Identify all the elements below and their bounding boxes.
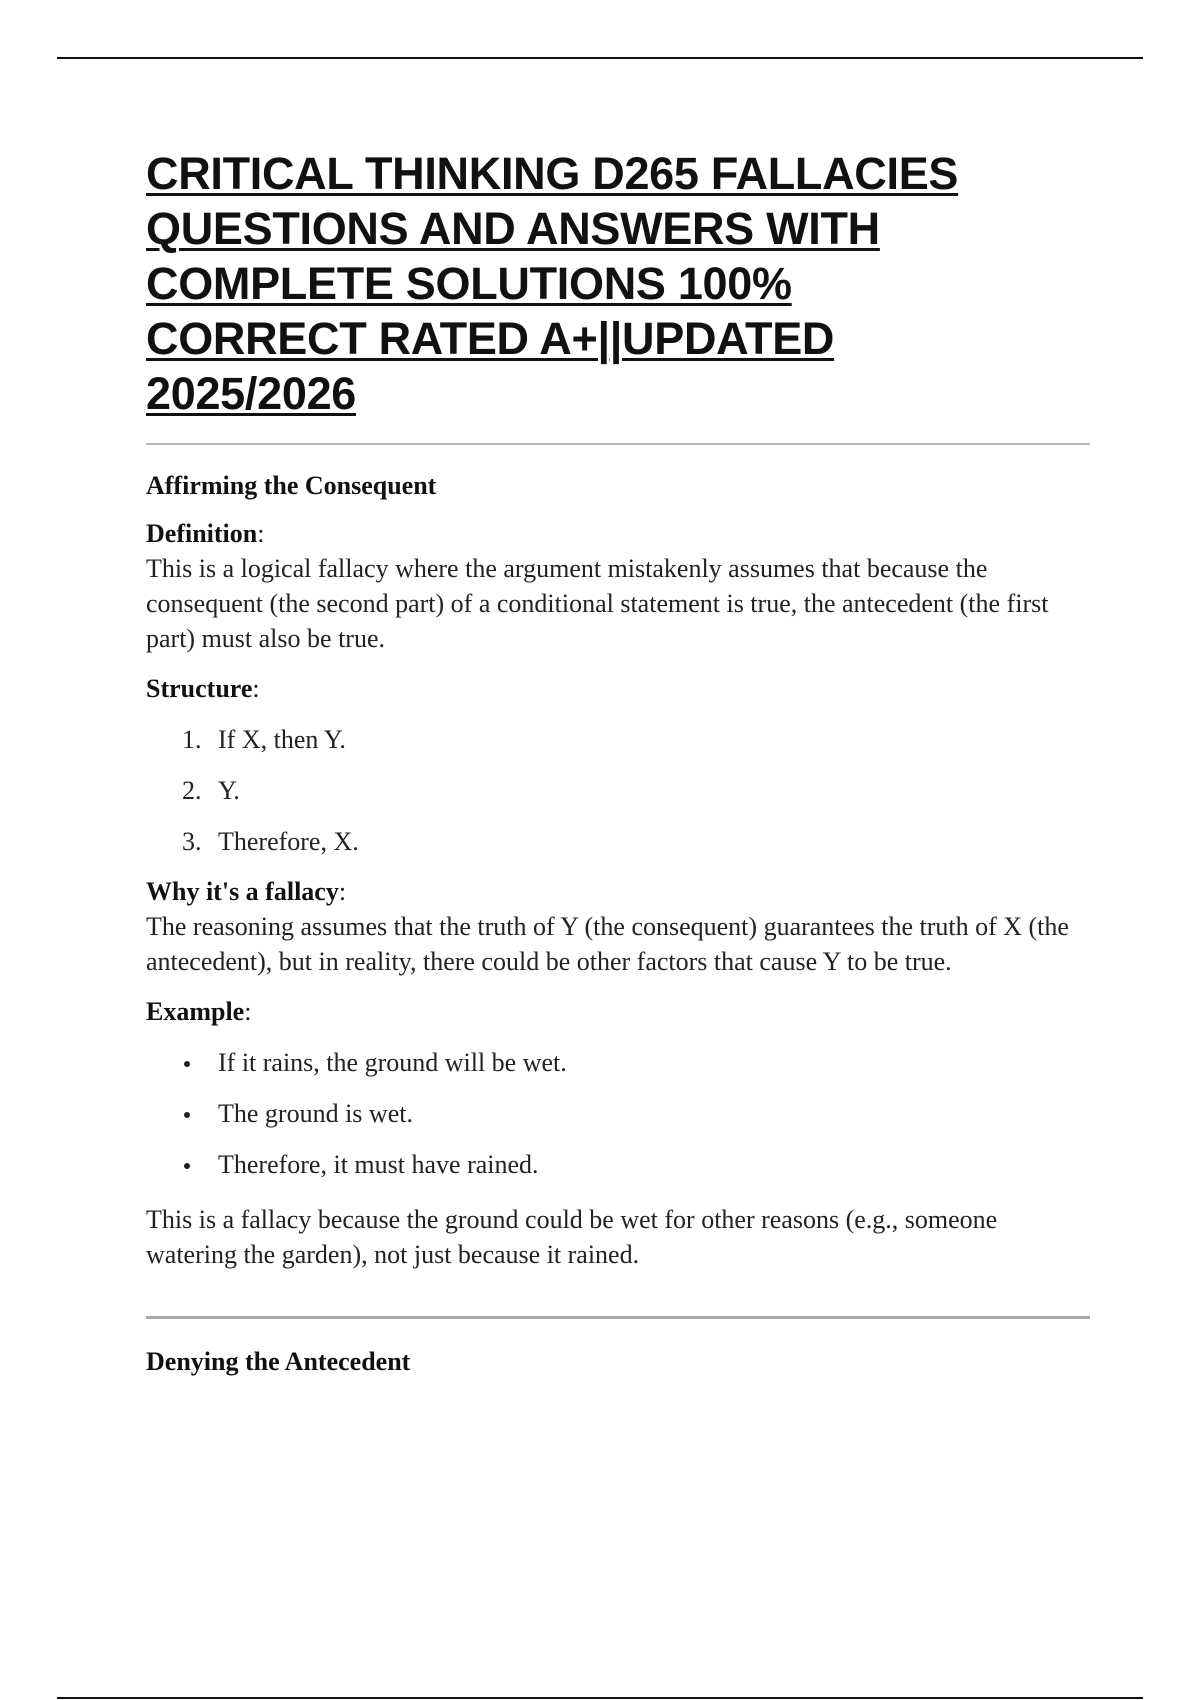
page-top-rule — [57, 57, 1143, 59]
example-item-text: Therefore, it must have rained. — [218, 1150, 539, 1179]
example-label-line — [146, 995, 1090, 1029]
colon: : — [252, 674, 260, 703]
example-item — [146, 1097, 1090, 1131]
bullet-icon — [184, 1061, 190, 1067]
why-label: Why it's a fallacy — [146, 877, 339, 906]
document-body — [146, 146, 1090, 1379]
conclusion-text: This is a fallacy because the ground could be wet for other reasons (e.g., someone watering the garden), not just because it rained. — [146, 1205, 998, 1269]
section-heading: Denying the Antecedent — [146, 1347, 411, 1376]
section-heading: Affirming the Consequent — [146, 471, 437, 500]
structure-item — [146, 774, 1090, 808]
why-text: The reasoning assumes that the truth of Y (the consequent) guarantees the truth of X (the antecedent), but in reality, there could be other factors that cause Y to be true. — [146, 912, 1069, 976]
structure-label: Structure — [146, 674, 253, 703]
section-denying-the-antecedent — [146, 1345, 1090, 1379]
why-label-line — [146, 875, 1090, 909]
structure-item — [146, 825, 1090, 859]
structure-item — [146, 723, 1090, 757]
example-list — [146, 1046, 1090, 1182]
definition-label-line — [146, 517, 1090, 551]
example-item — [146, 1148, 1090, 1182]
structure-item-text: Therefore, X. — [218, 827, 359, 856]
title-divider — [146, 443, 1090, 445]
colon: : — [257, 519, 265, 548]
example-item — [146, 1046, 1090, 1080]
page-bottom-rule — [57, 1697, 1143, 1699]
section-divider — [146, 1316, 1090, 1319]
definition-label: Definition — [146, 519, 258, 548]
example-label: Example — [146, 997, 245, 1026]
structure-item-number: 2. — [182, 776, 202, 805]
structure-item-number: 3. — [182, 827, 202, 856]
structure-list — [146, 723, 1090, 859]
colon: : — [338, 877, 347, 906]
example-item-text: The ground is wet. — [218, 1099, 413, 1128]
document-title: CRITICAL THINKING D265 FALLACIES QUESTIONS AND ANSWERS WITH COMPLETE SOLUTIONS 100% CORRECT RATED A+||UPDATED 2025/2026 — [146, 148, 959, 419]
section-affirming-the-consequent — [146, 469, 1090, 1272]
bullet-icon — [184, 1112, 190, 1118]
colon: : — [244, 997, 252, 1026]
bullet-icon — [184, 1163, 190, 1169]
structure-item-text: If X, then Y. — [218, 725, 346, 754]
structure-item-number: 1. — [182, 725, 202, 754]
example-item-text: If it rains, the ground will be wet. — [218, 1048, 567, 1077]
structure-item-text: Y. — [218, 776, 240, 805]
structure-label-line — [146, 672, 1090, 706]
definition-text: This is a logical fallacy where the argument mistakenly assumes that because the consequent (the second part) of a conditional statement is true, the antecedent (the first part) must also be true. — [146, 554, 1049, 653]
